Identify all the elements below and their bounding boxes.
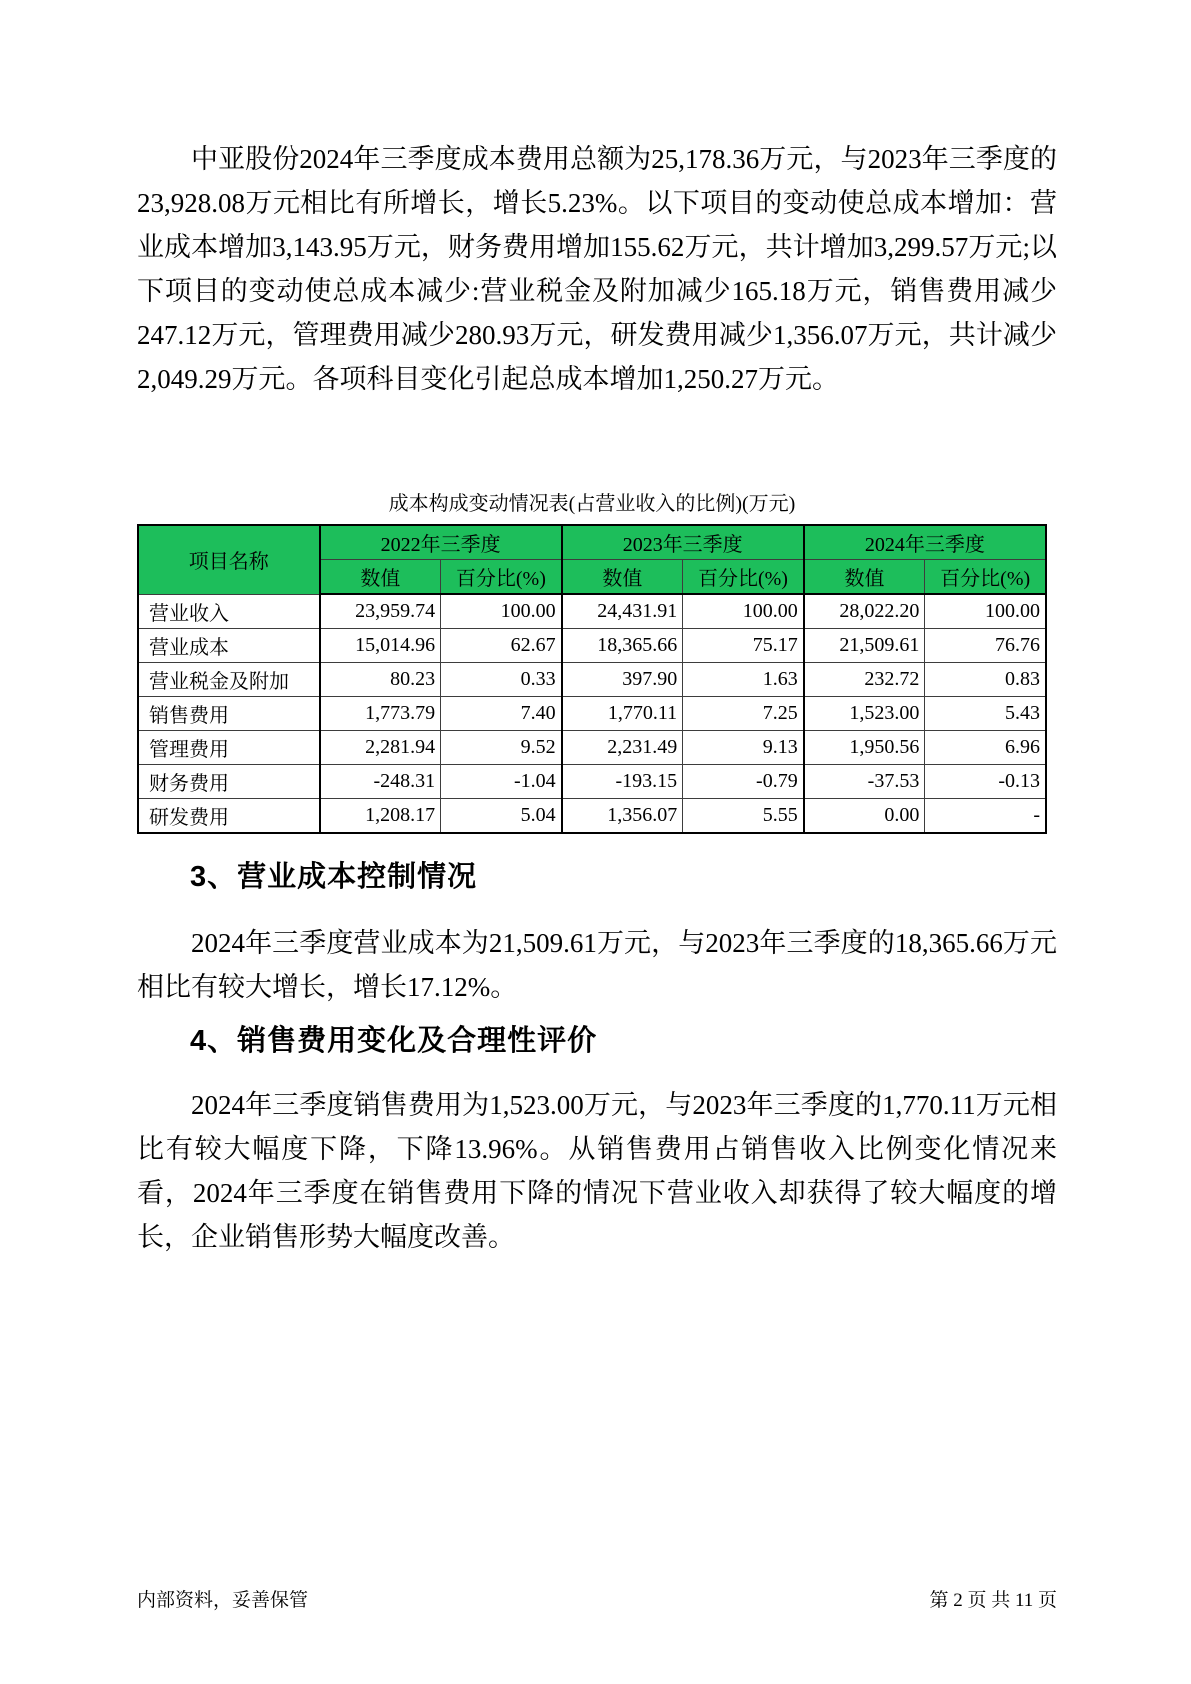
header-percent-2023: 百分比(%) <box>683 560 804 595</box>
row-operating-revenue <box>138 594 1046 629</box>
row-rd-expenses <box>138 799 1046 834</box>
row-selling-expenses <box>138 697 1046 731</box>
percent-cell: 7.40 <box>441 697 562 731</box>
section-4-paragraph: 2024年三季度销售费用为1,523.00万元，与2023年三季度的1,770.11万元相比有较大幅度下降，下降13.96%。从销售费用占销售收入比例变化情况来看，2024年三季度在销售费用下降的情况下营业收入却获得了较大幅度的增长，企业销售形势大幅度改善。 <box>137 1090 1057 1252</box>
value-cell: -37.53 <box>804 765 925 799</box>
value-cell: 24,431.91 <box>562 594 683 629</box>
item-name-cell: 管理费用 <box>138 731 320 765</box>
percent-cell: 7.25 <box>683 697 804 731</box>
percent-cell: -0.13 <box>925 765 1046 799</box>
header-year-2024: 2024年三季度 <box>804 525 1046 560</box>
header-percent-2024: 百分比(%) <box>925 560 1046 595</box>
header-value-2023: 数值 <box>562 560 683 595</box>
value-cell: -193.15 <box>562 765 683 799</box>
item-name-cell: 营业收入 <box>138 594 320 629</box>
value-cell: 80.23 <box>320 663 441 697</box>
item-name-cell: 财务费用 <box>138 765 320 799</box>
percent-cell: 75.17 <box>683 629 804 663</box>
percent-cell: -0.79 <box>683 765 804 799</box>
value-cell: 18,365.66 <box>562 629 683 663</box>
percent-cell: 9.52 <box>441 731 562 765</box>
value-cell: 23,959.74 <box>320 594 441 629</box>
footer-confidential-note: 内部资料，妥善保管 <box>137 1590 309 1611</box>
percent-cell: 9.13 <box>683 731 804 765</box>
value-cell: 1,773.79 <box>320 697 441 731</box>
item-name-cell: 研发费用 <box>138 799 320 834</box>
value-cell: 397.90 <box>562 663 683 697</box>
percent-cell: 5.43 <box>925 697 1046 731</box>
row-business-tax-and-surcharge <box>138 663 1046 697</box>
header-year-2022: 2022年三季度 <box>320 525 562 560</box>
item-name-cell: 营业税金及附加 <box>138 663 320 697</box>
value-cell: 15,014.96 <box>320 629 441 663</box>
section-3-paragraph: 2024年三季度营业成本为21,509.61万元，与2023年三季度的18,365.66万元相比有较大增长，增长17.12%。 <box>137 928 1057 1002</box>
header-year-2023: 2023年三季度 <box>562 525 804 560</box>
value-cell: 232.72 <box>804 663 925 697</box>
header-value-2024: 数值 <box>804 560 925 595</box>
item-name-cell: 营业成本 <box>138 629 320 663</box>
value-cell: 2,281.94 <box>320 731 441 765</box>
percent-cell: 62.67 <box>441 629 562 663</box>
value-cell: 1,356.07 <box>562 799 683 834</box>
percent-cell: 100.00 <box>441 594 562 629</box>
value-cell: 21,509.61 <box>804 629 925 663</box>
page-footer <box>137 1589 1057 1613</box>
percent-cell: 5.55 <box>683 799 804 834</box>
percent-cell: 5.04 <box>441 799 562 834</box>
percent-cell: 76.76 <box>925 629 1046 663</box>
percent-cell: 0.33 <box>441 663 562 697</box>
percent-cell: 1.63 <box>683 663 804 697</box>
percent-cell: 0.83 <box>925 663 1046 697</box>
percent-cell: 6.96 <box>925 731 1046 765</box>
section-3-heading: 3、营业成本控制情况 <box>190 861 478 893</box>
footer-page-number: 第 2 页 共 11 页 <box>929 1590 1057 1611</box>
header-value-2022: 数值 <box>320 560 441 595</box>
value-cell: 2,231.49 <box>562 731 683 765</box>
value-cell: 28,022.20 <box>804 594 925 629</box>
value-cell: 1,950.56 <box>804 731 925 765</box>
item-name-cell: 销售费用 <box>138 697 320 731</box>
percent-cell: - <box>925 799 1046 834</box>
value-cell: 1,523.00 <box>804 697 925 731</box>
intro-paragraph: 中亚股份2024年三季度成本费用总额为25,178.36万元，与2023年三季度的23,928.08万元相比有所增长，增长5.23%。以下项目的变动使总成本增加：营业成本增加3,143.95万元，财务费用增加155.62万元，共计增加3,299.57万元;以下项目的变动使总成本减少:营业税金及附加减少165.18万元，销售费用减少247.12万元，管理费用减少280.93万元，研发费用减少1,356.07万元，共计减少2,049.29万元。各项科目变化引起总成本增加1,250.27万元。 <box>137 144 1057 394</box>
percent-cell: -1.04 <box>441 765 562 799</box>
value-cell: -248.31 <box>320 765 441 799</box>
value-cell: 1,770.11 <box>562 697 683 731</box>
header-percent-2022: 百分比(%) <box>441 560 562 595</box>
row-operating-cost <box>138 629 1046 663</box>
header-item-name: 项目名称 <box>138 525 320 594</box>
row-admin-expenses <box>138 731 1046 765</box>
table-header-year-row <box>138 525 1046 560</box>
value-cell: 1,208.17 <box>320 799 441 834</box>
row-financial-expenses <box>138 765 1046 799</box>
percent-cell: 100.00 <box>683 594 804 629</box>
table-caption: 成本构成变动情况表(占营业收入的比例)(万元) <box>388 493 796 515</box>
section-4-heading: 4、销售费用变化及合理性评价 <box>190 1025 598 1057</box>
cost-composition-table <box>137 524 1047 834</box>
percent-cell: 100.00 <box>925 594 1046 629</box>
value-cell: 0.00 <box>804 799 925 834</box>
